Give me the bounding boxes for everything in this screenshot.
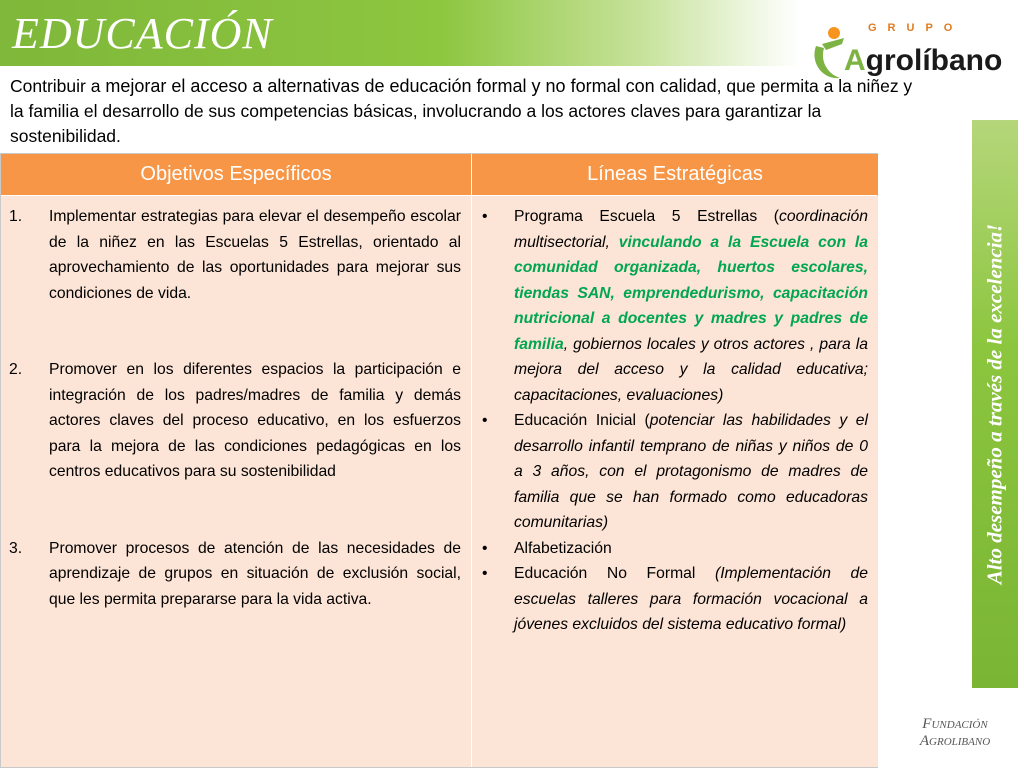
- line-italic: (Implementación de escuelas talleres para formación vocacional a jóvenes excluidos del sistema educativo formal): [514, 565, 868, 633]
- bullet: •: [482, 565, 488, 582]
- strategic-line-item: [480, 408, 868, 536]
- objective-item: [9, 204, 461, 306]
- fund-cap-f: F: [922, 716, 932, 732]
- strategic-line-text: [514, 204, 868, 408]
- intro-paragraph: [10, 74, 925, 149]
- side-slogan-band: [972, 120, 1018, 688]
- logo-wordmark: [844, 44, 1002, 78]
- strategic-line-item: [480, 561, 868, 638]
- objectives-table: [0, 153, 878, 768]
- objective-number: 1.: [9, 208, 23, 225]
- logo-wordmark-rest: grolíbano: [865, 44, 1003, 77]
- objective-text: Promover en los diferentes espacios la participación e integración de los padres/madres de familia y demás actores claves del proceso educativo, en los esfuerzos para la mejora de las condiciones pedagógicas en los centros educativos para su sostenibilidad: [49, 361, 461, 480]
- strategic-line-text: [514, 408, 868, 536]
- line-highlight: vinculando a la Escuela con la comunidad organizada, huertos escolares, tiendas SAN, emprendedurismo, capacitación nutricional a docentes y madres y padres de familia: [514, 233, 868, 353]
- intro-part-1: Contribuir a: [10, 76, 106, 96]
- fund-rest-2: GROLIBANO: [929, 736, 991, 748]
- header-objectives: Objetivos Específicos: [1, 154, 471, 195]
- intro-part-3: , que permita a la niñez y la familia el desarrollo de sus competencias básicas, involucrando a los actores claves para garantizar la sostenibilidad.: [10, 76, 913, 146]
- strategic-line-text: [514, 536, 868, 562]
- objective-item: [9, 536, 461, 613]
- line-italic: coordinación multisectorial,: [514, 208, 868, 251]
- line-plain: Programa Escuela 5 Estrellas (: [514, 208, 780, 225]
- title-bar: [0, 0, 800, 66]
- fundacion-line-2: [900, 733, 1010, 750]
- line-italic-2: , gobiernos locales y otros actores , para la mejora del acceso y la calidad educativa; capacitaciones, evaluaciones): [514, 335, 868, 404]
- fund-rest-1: UNDACIÓN: [931, 719, 988, 731]
- strategic-line-text: [514, 561, 868, 638]
- strategic-line-item: [480, 536, 868, 562]
- objective-number: 2.: [9, 361, 23, 378]
- logo-wordmark-cap: A: [844, 44, 866, 77]
- objective-text: Promover procesos de atención de las necesidades de aprendizaje de grupos en situación de exclusión social, que les permita prepararse para la vida activa.: [49, 539, 461, 608]
- line-plain: Educación Inicial (: [514, 412, 650, 429]
- bullet: •: [482, 539, 488, 557]
- line-plain: Alfabetización: [514, 539, 612, 557]
- objectives-cell: [1, 196, 471, 767]
- page-title: EDUCACIÓN: [12, 9, 273, 58]
- strategic-lines-cell: [472, 196, 878, 767]
- logo-grupo-text: GRUPO: [868, 22, 964, 34]
- side-slogan: Alto desempeño a través de la excelencia!: [982, 223, 1007, 585]
- header-strategic-lines: Líneas Estratégicas: [472, 154, 878, 195]
- strategic-line-item: [480, 204, 868, 408]
- line-plain: Educación No Formal: [514, 565, 715, 582]
- bullet: •: [482, 412, 488, 429]
- intro-part-2: mejorar el acceso a alternativas de educación formal y no formal con calidad: [105, 76, 717, 96]
- objective-text: Implementar estrategias para elevar el desempeño escolar de la niñez en las Escuelas 5 Estrellas, orientado al aprovechamiento de las oportunidades para mejorar sus condiciones de vida.: [49, 208, 461, 302]
- objective-item: [9, 357, 461, 485]
- objective-number: 3.: [9, 539, 23, 557]
- fundacion-line-1: [900, 716, 1010, 733]
- bullet: •: [482, 208, 488, 225]
- fundacion-agrolibano-mark: [900, 716, 1010, 750]
- line-italic: potenciar las habilidades y el desarrollo infantil temprano de niñas y niños de 0 a 3 años, con el protagonismo de madres de familia que se han formado como educadoras comunitarias): [514, 412, 869, 531]
- fund-cap-a: A: [919, 733, 930, 749]
